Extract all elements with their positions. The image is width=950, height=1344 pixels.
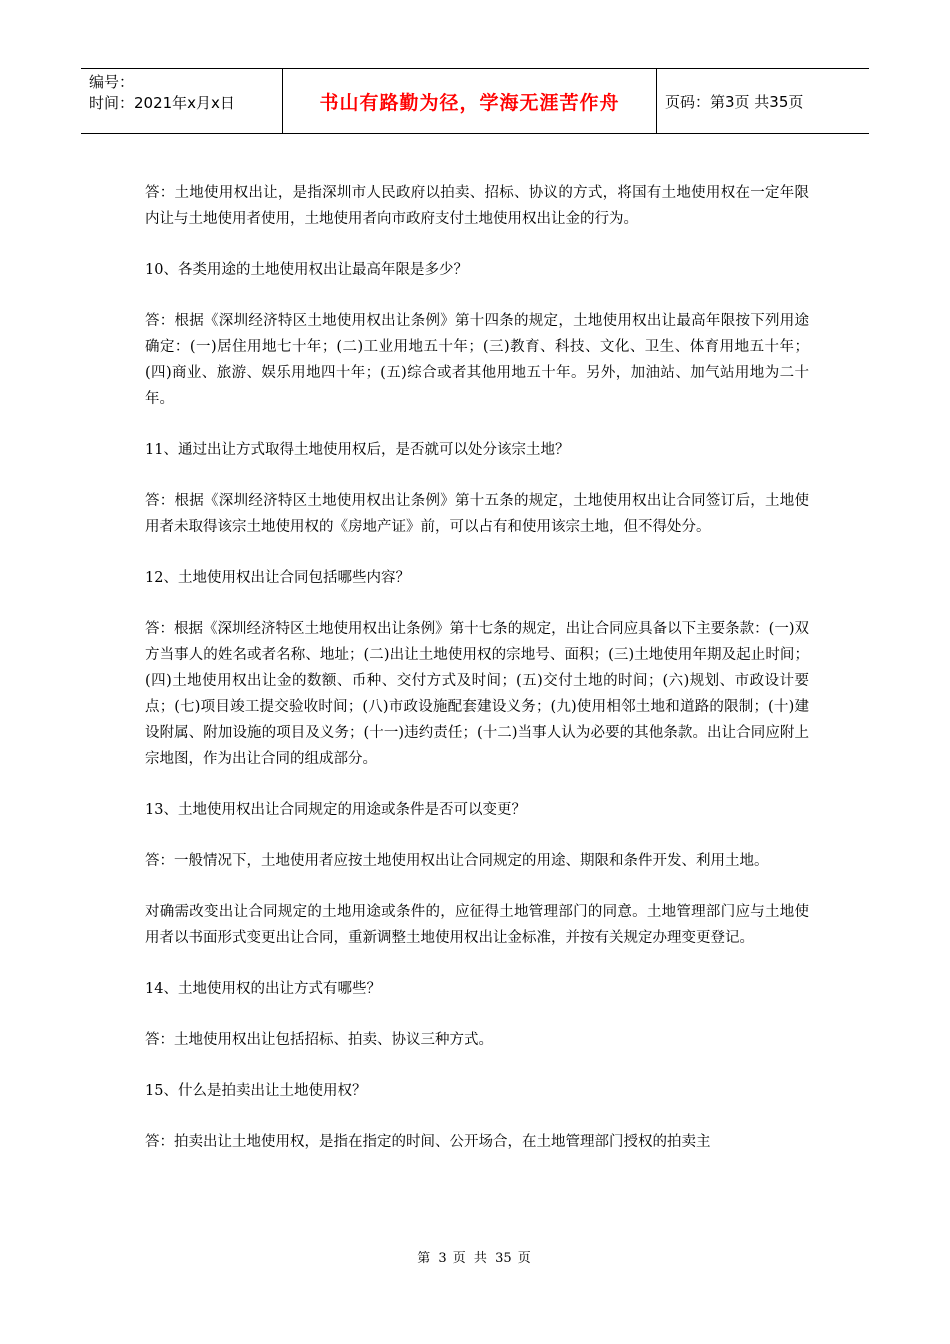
document-number-label: 编号： bbox=[89, 73, 135, 91]
paragraph-answer-13: 答：一般情况下，土地使用者应按土地使用权出让合同规定的用途、期限和条件开发、利用土地。 bbox=[145, 853, 769, 869]
question-12: 12、土地使用权出让合同包括哪些内容？ bbox=[145, 570, 410, 586]
question-13: 13、土地使用权出让合同规定的用途或条件是否可以变更？ bbox=[145, 802, 526, 818]
question-10: 10、各类用途的土地使用权出让最高年限是多少？ bbox=[145, 262, 468, 278]
question-11: 11、通过出让方式取得土地使用权后，是否就可以处分该宗土地？ bbox=[145, 442, 570, 458]
paragraph-answer-11: 答：根据《深圳经济特区土地使用权出让条例》第十五条的规定，土地使用权出让合同签订后，土地使用者未取得该宗土地使用权的《房地产证》前，可以占有和使用该宗土地，但不得处分。 bbox=[145, 493, 809, 535]
question-15: 15、什么是拍卖出让土地使用权？ bbox=[145, 1083, 367, 1099]
question-14: 14、土地使用权的出让方式有哪些？ bbox=[145, 981, 381, 997]
paragraph-answer-15: 答：拍卖出让土地使用权，是指在指定的时间、公开场合，在土地管理部门授权的拍卖主 bbox=[145, 1134, 711, 1150]
footer-prefix: 第 bbox=[417, 1251, 433, 1266]
header-motto: 书山有路勤为径，学海无涯苦作舟 bbox=[283, 69, 657, 133]
paragraph-answer-10: 答：根据《深圳经济特区土地使用权出让条例》第十四条的规定，土地使用权出让最高年限按下列用途确定：(一)居住用地七十年；(二)工业用地五十年；(三)教育、科技、文化、卫生、体育用地五十年；(四)商业、旅游、娱乐用地四十年；(五)综合或者其他用地五十年。另外，加油站、加气站用地为二十年。 bbox=[145, 313, 809, 407]
page-header bbox=[81, 68, 869, 134]
footer-middle: 页 共 bbox=[452, 1251, 489, 1266]
header-meta bbox=[81, 69, 283, 133]
paragraph-answer-13-continued: 对确需改变出让合同规定的土地用途或条件的，应征得土地管理部门的同意。土地管理部门应与土地使用者以书面形式变更出让合同，重新调整土地使用权出让金标准，并按有关规定办理变更登记。 bbox=[145, 904, 809, 946]
document-time-label: 时间：2021年x月x日 bbox=[89, 94, 235, 112]
paragraph-answer-9: 答：土地使用权出让，是指深圳市人民政府以拍卖、招标、协议的方式，将国有土地使用权在一定年限内让与土地使用者使用，土地使用者向市政府支付土地使用权出让金的行为。 bbox=[145, 185, 809, 227]
footer-page-number: 3 bbox=[438, 1251, 447, 1266]
paragraph-answer-12: 答：根据《深圳经济特区土地使用权出让条例》第十七条的规定，出让合同应具备以下主要条款：(一)双方当事人的姓名或者名称、地址；(二)出让土地使用权的宗地号、面积；(三)土地使用年期及起止时间；(四)土地使用权出让金的数额、币种、交付方式及时间；(五)交付土地的时间；(六)规划、市政设计要点；(七)项目竣工提交验收时间；(八)市政设施配套建设义务；(九)使用相邻土地和道路的限制；(十)建设附属、附加设施的项目及义务；(十一)违约责任；(十二)当事人认为必要的其他条款。出让合同应附上宗地图，作为出让合同的组成部分。 bbox=[145, 621, 809, 767]
document-body bbox=[145, 180, 809, 1180]
paragraph-answer-14: 答：土地使用权出让包括招标、拍卖、协议三种方式。 bbox=[145, 1032, 493, 1048]
page-footer bbox=[0, 1247, 950, 1266]
header-page-info: 页码：第3页 共35页 bbox=[665, 92, 804, 111]
footer-suffix: 页 bbox=[517, 1251, 533, 1266]
footer-total-pages: 35 bbox=[495, 1251, 512, 1266]
